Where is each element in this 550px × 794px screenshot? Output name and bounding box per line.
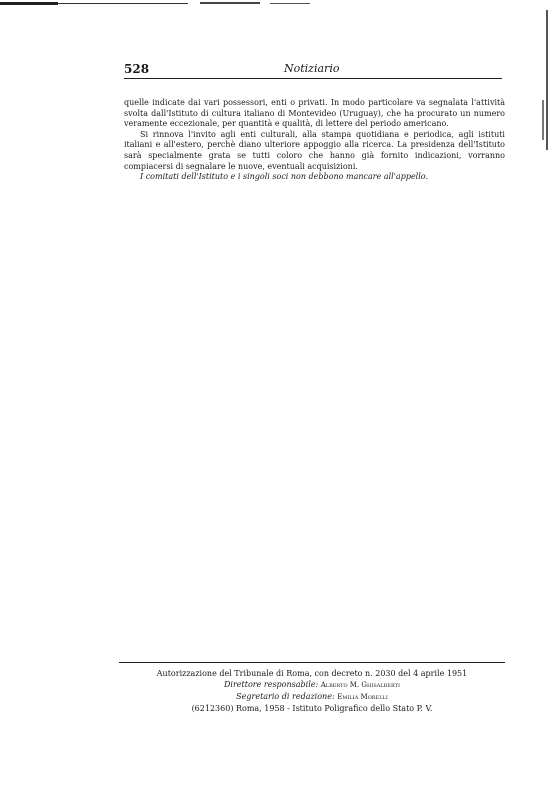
scan-mark [270,3,310,4]
secretary-line [119,691,505,703]
director-label: Direttore responsabile: [224,680,319,689]
scan-mark [0,2,58,5]
scan-mark [200,2,260,4]
scan-mark [58,3,188,4]
secretary-name: Emilia Morelli [337,693,388,701]
paragraph-3: I comitati dell'Istituto e i singoli soci non debbono mancare all'appello. [140,172,429,182]
authorization-line: Autorizzazione del Tribunale di Roma, con decreto n. 2030 del 4 aprile 1951 [156,669,468,678]
paragraph-2: Si rinnova l'invito agli enti culturali, alla stampa quotidiana e periodica, agli istituti italiani e all'estero, perchè diano ulteriore appoggio alla ricerca. La presidenza dell'Istituto sarà specialmente grata se tutti coloro che hanno già fornito indicazioni, vorranno compiacersi di segnalare le nuove, eventuali acquisizioni. [124,129,505,171]
page-header [124,62,502,79]
director-line [119,679,505,691]
scan-edge-top [0,0,550,12]
printer-line: (6212360) Roma, 1958 - Istituto Poligrafico dello Stato P. V. [191,704,433,713]
paragraph-1: quelle indicate dai vari possessori, enti o privati. In modo particolare va segnalata l'attività svolta dall'Istituto di cultura italiano di Montevideo (Uruguay), che ha procurato un numero veramente eccezionale, per quantità e qualità, di lettere del periodo americano. [124,98,505,129]
secretary-label: Segretario di redazione: [236,692,335,701]
scan-edge-right [546,10,548,150]
director-name: Alberto M. Ghisalberti [320,681,400,689]
page-number: 528 [124,62,150,76]
body-text [124,98,505,183]
running-head: Notiziario [284,62,340,75]
scan-edge-right-mark [542,100,544,140]
colophon [119,662,505,714]
